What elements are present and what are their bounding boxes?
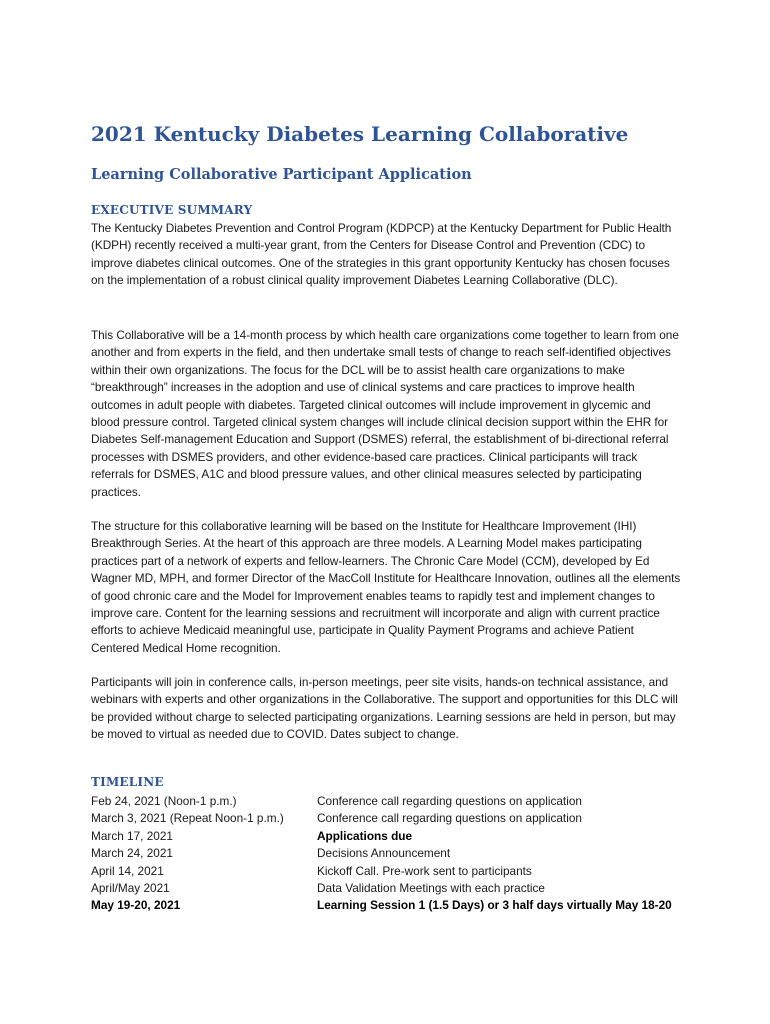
timeline-row: [91, 828, 691, 845]
timeline-date: April 14, 2021: [91, 863, 164, 878]
summary-paragraph-1: The Kentucky Diabetes Prevention and Control Program (KDPCP) at the Kentucky Department for Public Health (KDPH) recently received a multi-year grant, from the Centers for Disease Control and Prevention (CDC) to improve diabetes clinical outcomes. One of the strategies in this grant opportunity Kentucky has chosen focuses on the implementation of a robust clinical quality improvement Diabetes Learning Collaborative (DLC).: [91, 221, 672, 288]
timeline-row: [91, 863, 691, 880]
timeline-date-learning-session: May 19-20, 2021: [91, 898, 181, 913]
timeline-event-learning-session: Learning Session 1 (1.5 Days) or 3 half days virtually May 18-20: [317, 898, 672, 913]
timeline-heading: TIMELINE: [91, 775, 164, 789]
summary-paragraph-3: The structure for this collaborative learning will be based on the Institute for Healthcare Improvement (IHI) Breakthrough Series. At the heart of this approach are three models. A Learning Model makes participating practices part of a network of experts and fellow-learners. The Chronic Care Model (CCM), developed by Ed Wagner MD, MPH, and former Director of the MacColl Institute for Healthcare Innovation, outlines all the elements of good chronic care and the Model for Improvement enables teams to rapidly test and implement changes to improve care. Content for the learning sessions and recruitment will incorporate and align with current practice efforts to achieve Medicaid meaningful use, participate in Quality Payment Programs and achieve Patient Centered Medical Home recognition.: [91, 519, 681, 655]
timeline-row: [91, 810, 691, 827]
document-title: 2021 Kentucky Diabetes Learning Collaborative: [91, 122, 629, 146]
timeline-event: Data Validation Meetings with each practice: [317, 880, 545, 895]
timeline-event: Conference call regarding questions on application: [317, 811, 582, 826]
timeline-row: [91, 897, 691, 914]
timeline-row: [91, 880, 691, 897]
timeline-event: Kickoff Call. Pre-work sent to participants: [317, 863, 532, 878]
timeline-row: [91, 793, 691, 810]
timeline-table: [91, 793, 691, 915]
timeline-date: Feb 24, 2021 (Noon-1 p.m.): [91, 794, 237, 808]
summary-paragraph-2: This Collaborative will be a 14-month process by which health care organizations come together to learn from one another and from experts in the field, and then undertake small tests of change to reach self-identified objectives within their own organizations. The focus for the DCL will be to assist health care organizations to make “breakthrough” increases in the adoption and use of clinical systems and care practices to improve health outcomes in adult people with diabetes. Targeted clinical outcomes will include improvement in glycemic and blood pressure control. Targeted clinical system changes will include clinical decision support within the EHR for Diabetes Self-management Education and Support (DSMES) referral, the establishment of bi-directional referral processes with DSMES providers, and other evidence-based care practices. Clinical participants will track referrals for DSMES, A1C and blood pressure values, and other clinical measures selected by participating practices.: [91, 328, 679, 499]
document-subtitle: Learning Collaborative Participant Application: [91, 166, 472, 183]
timeline-event: Decisions Announcement: [317, 846, 451, 861]
executive-summary-heading: EXECUTIVE SUMMARY: [91, 203, 253, 217]
timeline-date: April/May 2021: [91, 880, 170, 895]
timeline-row: [91, 845, 691, 862]
summary-paragraph-4: Participants will join in conference calls, in-person meetings, peer site visits, hands-on technical assistance, and webinars with experts and other organizations in the Collaborative. The support and opportunities for this DLC will be provided without charge to selected participating organizations. Learning sessions are held in person, but may be moved to virtual as needed due to COVID. Dates subject to change.: [91, 675, 678, 742]
timeline-date: March 24, 2021: [91, 846, 173, 861]
timeline-event: Conference call regarding questions on application: [317, 794, 582, 808]
timeline-date: March 17, 2021: [91, 828, 173, 843]
timeline-event-applications-due: Applications due: [317, 828, 413, 843]
timeline-date: March 3, 2021 (Repeat Noon-1 p.m.): [91, 811, 284, 826]
